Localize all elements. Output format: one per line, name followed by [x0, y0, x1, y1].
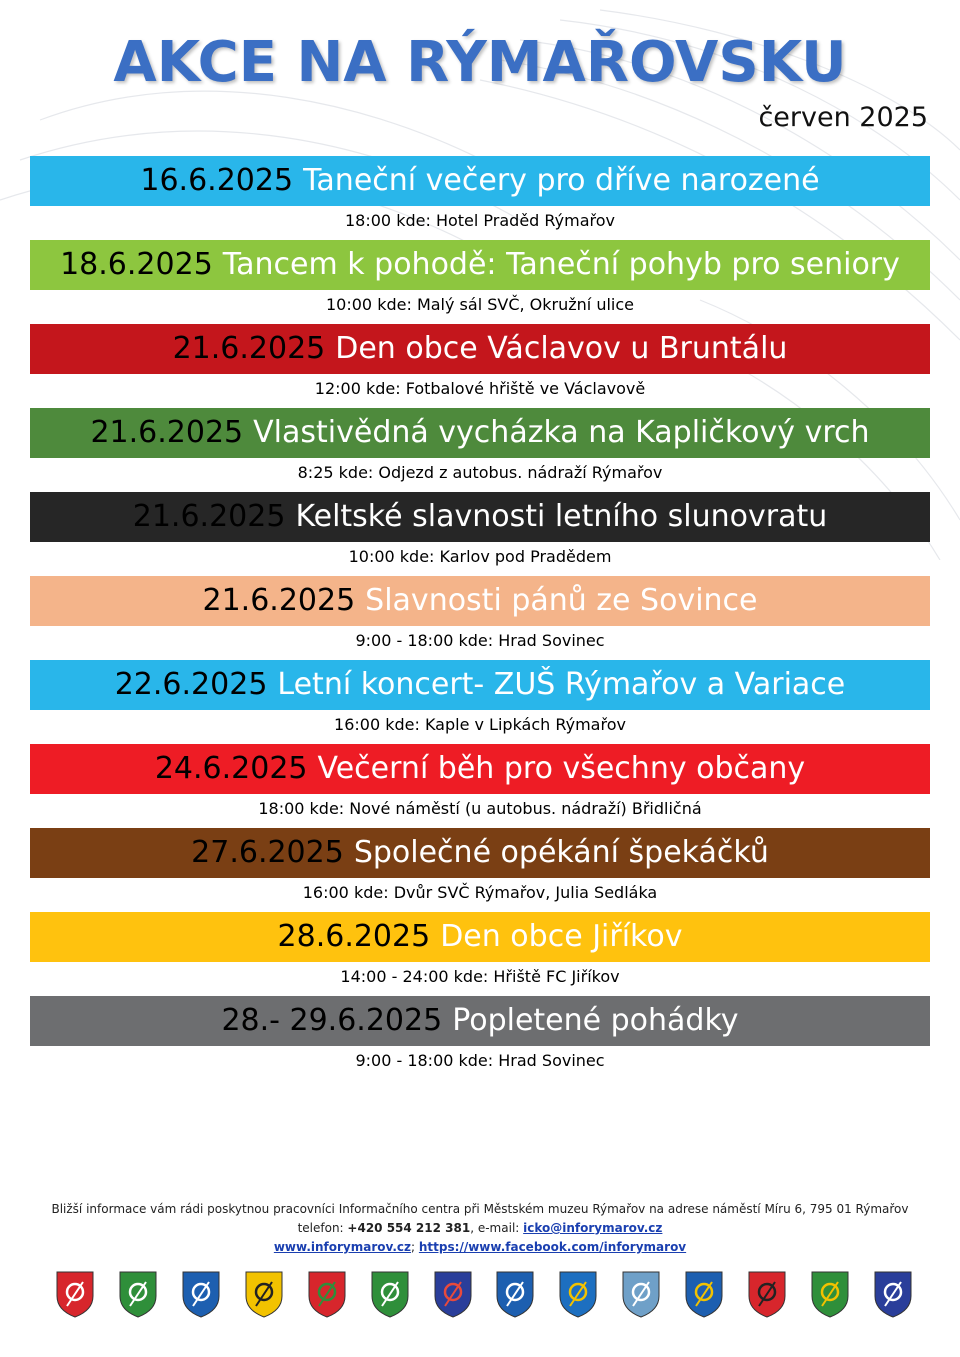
event-item	[30, 408, 930, 492]
event-time-location: 16:00 kde: Dvůr SVČ Rýmařov, Julia Sedláka	[302, 883, 658, 902]
event-name: Den obce Jiříkov	[440, 919, 683, 954]
municipal-crest-icon	[181, 1270, 221, 1318]
event-date: 21.6.2025	[172, 331, 326, 366]
event-name: Keltské slavnosti letního slunovratu	[295, 499, 828, 534]
footer-phone: +420 554 212 381	[347, 1221, 471, 1235]
event-time-location: 8:25 kde: Odjezd z autobus. nádraží Rýmařov	[297, 463, 663, 482]
footer-contact-line	[0, 1219, 960, 1238]
municipal-crest-icon	[558, 1270, 598, 1318]
event-time-location: 9:00 - 18:00 kde: Hrad Sovinec	[355, 631, 605, 650]
event-time-location: 18:00 kde: Nové náměstí (u autobus. nádraží) Břidličná	[258, 799, 702, 818]
event-item	[30, 324, 930, 408]
event-banner	[30, 912, 930, 962]
event-item	[30, 576, 930, 660]
event-time-location: 10:00 kde: Malý sál SVČ, Okružní ulice	[326, 295, 634, 314]
event-date: 21.6.2025	[132, 499, 286, 534]
event-banner	[30, 660, 930, 710]
event-date: 28.- 29.6.2025	[221, 1003, 443, 1038]
footer-facebook-link[interactable]: https://www.facebook.com/inforymarov	[418, 1240, 687, 1254]
event-item	[30, 996, 930, 1080]
municipal-crest-icon	[55, 1270, 95, 1318]
event-banner	[30, 492, 930, 542]
page-subtitle-month: červen 2025	[758, 102, 928, 133]
event-name: Tancem k pohodě: Taneční pohyb pro seniory	[222, 247, 900, 282]
event-item	[30, 912, 930, 996]
event-date: 21.6.2025	[90, 415, 244, 450]
event-date: 16.6.2025	[140, 163, 294, 198]
municipal-crest-icon	[370, 1270, 410, 1318]
event-banner	[30, 996, 930, 1046]
event-banner	[30, 156, 930, 206]
event-date: 24.6.2025	[154, 751, 308, 786]
events-list	[30, 156, 930, 1080]
page-title: AKCE NA RÝMAŘOVSKU	[113, 30, 847, 95]
footer-email-label: , e-mail:	[470, 1221, 524, 1235]
event-time-location: 12:00 kde: Fotbalové hřiště ve Václavově	[314, 379, 646, 398]
municipal-crest-icon	[118, 1270, 158, 1318]
event-banner	[30, 240, 930, 290]
event-time-location: 14:00 - 24:00 kde: Hřiště FC Jiříkov	[340, 967, 620, 986]
event-name: Letní koncert- ZUŠ Rýmařov a Variace	[277, 667, 846, 702]
event-name: Večerní běh pro všechny občany	[317, 751, 806, 786]
municipal-crests-row	[44, 1270, 924, 1322]
event-name: Vlastivědná vycházka na Kapličkový vrch	[253, 415, 870, 450]
event-banner	[30, 828, 930, 878]
event-name: Popletené pohádky	[452, 1003, 739, 1038]
municipal-crest-icon	[307, 1270, 347, 1318]
event-name: Taneční večery pro dříve narozené	[303, 163, 820, 198]
municipal-crest-icon	[244, 1270, 284, 1318]
event-item	[30, 492, 930, 576]
event-item	[30, 744, 930, 828]
event-date: 21.6.2025	[202, 583, 356, 618]
municipal-crest-icon	[810, 1270, 850, 1318]
municipal-crest-icon	[621, 1270, 661, 1318]
event-time-location: 18:00 kde: Hotel Praděd Rýmařov	[345, 211, 615, 230]
event-date: 27.6.2025	[191, 835, 344, 870]
event-date: 22.6.2025	[114, 667, 268, 702]
event-time-location: 9:00 - 18:00 kde: Hrad Sovinec	[355, 1051, 605, 1070]
footer-info-line: Bližší informace vám rádi poskytnou pracovníci Informačního centra při Městském muzeu Rýmařov na adrese náměstí Míru 6, 795 01 Rýmařov	[51, 1202, 909, 1216]
event-banner	[30, 324, 930, 374]
event-item	[30, 240, 930, 324]
event-date: 18.6.2025	[60, 247, 213, 282]
footer-email-link[interactable]: icko@inforymarov.cz	[523, 1221, 663, 1235]
footer-link-separator: ;	[411, 1240, 419, 1254]
municipal-crest-icon	[433, 1270, 473, 1318]
event-time-location: 10:00 kde: Karlov pod Pradědem	[348, 547, 612, 566]
event-name: Společné opékání špekáčků	[353, 835, 769, 870]
event-banner	[30, 408, 930, 458]
event-item	[30, 660, 930, 744]
footer	[0, 1200, 960, 1257]
municipal-crest-icon	[747, 1270, 787, 1318]
event-item	[30, 828, 930, 912]
event-date: 28.6.2025	[277, 919, 431, 954]
footer-links-line	[0, 1238, 960, 1257]
event-item	[30, 156, 930, 240]
municipal-crest-icon	[873, 1270, 913, 1318]
footer-phone-label: telefon:	[297, 1221, 348, 1235]
event-name: Den obce Václavov u Bruntálu	[335, 331, 788, 366]
event-banner	[30, 576, 930, 626]
municipal-crest-icon	[495, 1270, 535, 1318]
event-time-location: 16:00 kde: Kaple v Lipkách Rýmařov	[334, 715, 626, 734]
footer-web-link[interactable]: www.inforymarov.cz	[273, 1240, 412, 1254]
municipal-crest-icon	[684, 1270, 724, 1318]
event-banner	[30, 744, 930, 794]
event-name: Slavnosti pánů ze Sovince	[365, 583, 758, 618]
